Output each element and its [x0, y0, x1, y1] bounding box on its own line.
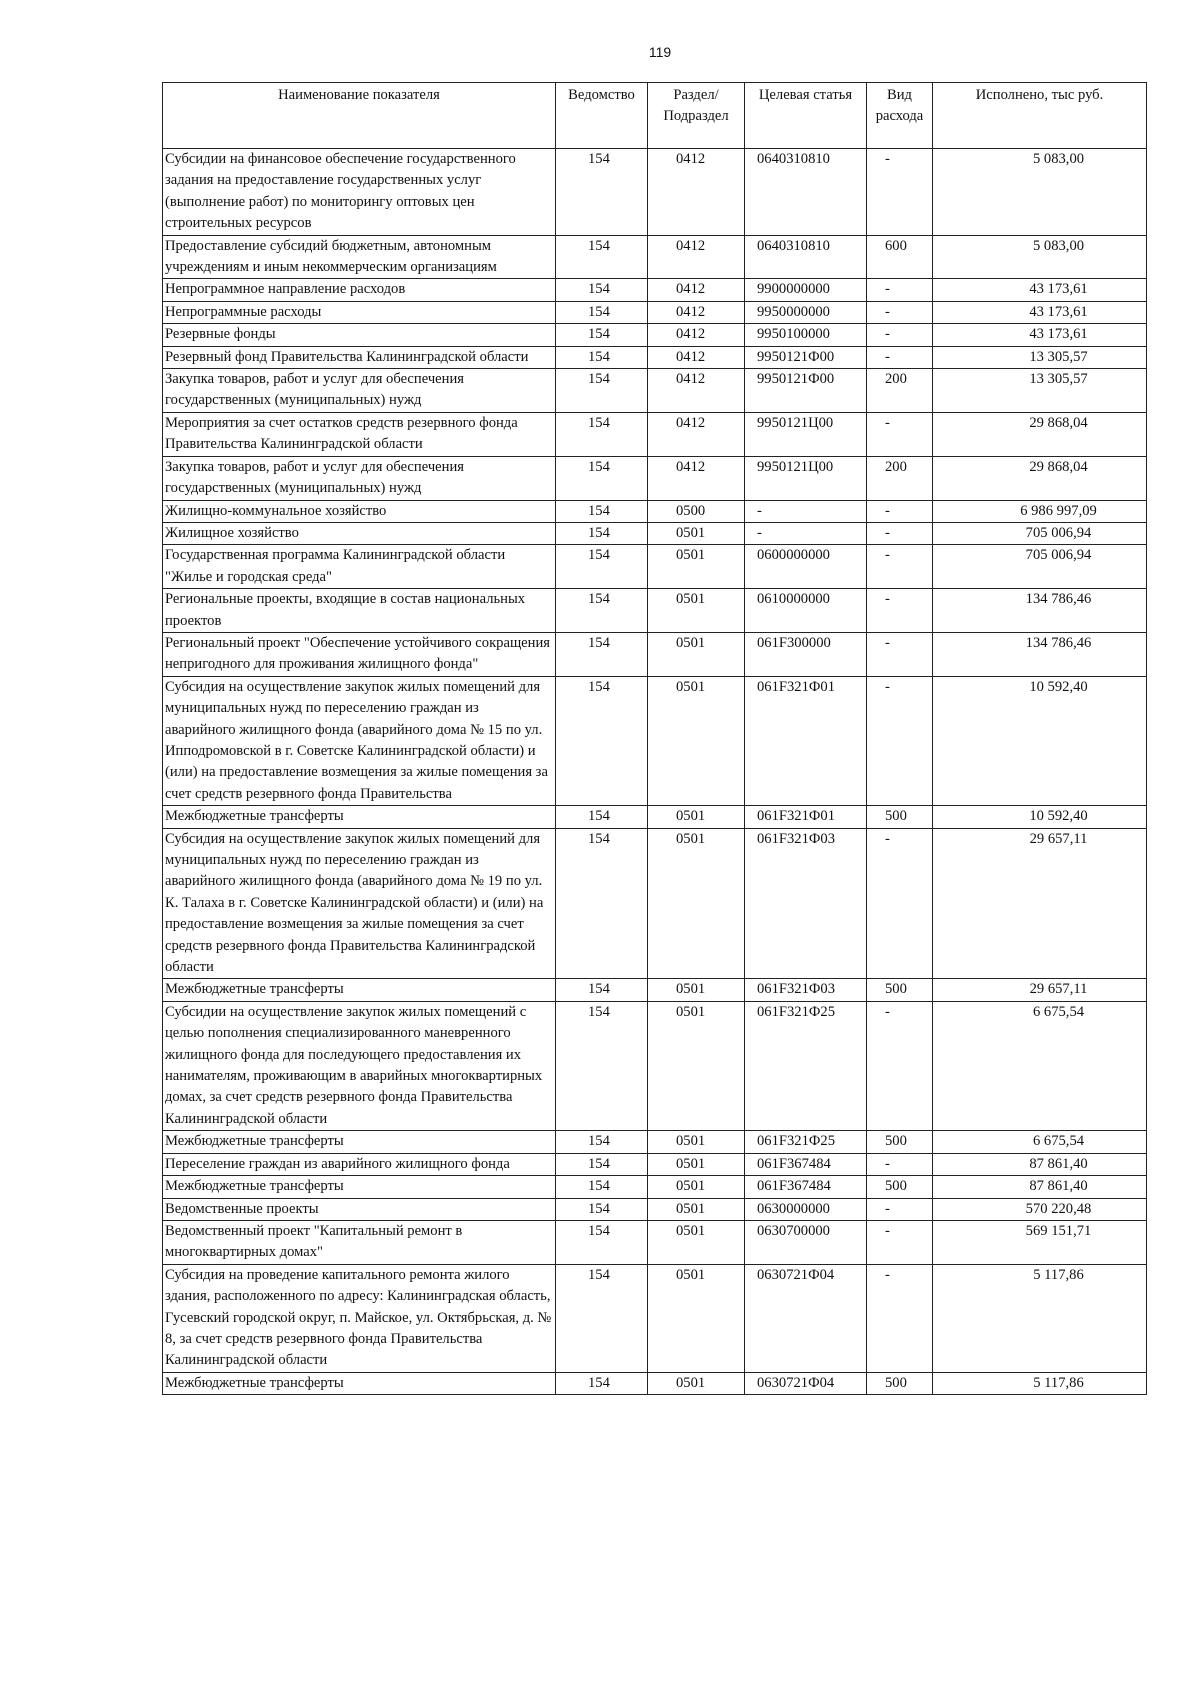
row-department-cell: 154 — [556, 522, 648, 544]
row-name-cell: Непрограммные расходы — [163, 301, 556, 323]
header-section: Раздел/ Подраздел — [648, 83, 745, 149]
row-name-cell: Субсидии на осуществление закупок жилых помещений с целью пополнения специализированного маневренного жилищного фонда для последующего предоставления их нанимателям, проживающим в аварийных многоквартирных домах, за счет средств резервного фонда Правительства Калининградской области — [163, 1001, 556, 1130]
row-expense-type-cell: 500 — [867, 979, 933, 1001]
row-name-cell: Субсидия на проведение капитального ремонта жилого здания, расположенного по адресу: Калининградская область, Гусевский городской округ, п. Майское, ул. Октябрьская, д. № 8, за счет средств резервного фонда Правительства Калининградской области — [163, 1264, 556, 1372]
row-name-cell: Закупка товаров, работ и услуг для обеспечения государственных (муниципальных) нужд — [163, 369, 556, 413]
row-department-cell: 154 — [556, 1264, 648, 1372]
table-row — [163, 456, 1147, 500]
row-target-cell: 9950100000 — [745, 324, 867, 346]
row-target-cell: 9950121Ф00 — [745, 369, 867, 413]
table-row — [163, 346, 1147, 368]
row-expense-type-cell: 600 — [867, 235, 933, 279]
row-section-cell: 0412 — [648, 301, 745, 323]
row-amount-cell: 5 083,00 — [933, 235, 1147, 279]
row-amount-cell: 6 986 997,09 — [933, 500, 1147, 522]
table-row — [163, 1220, 1147, 1264]
table-row — [163, 1131, 1147, 1153]
table-row — [163, 1372, 1147, 1394]
row-amount-cell: 5 117,86 — [933, 1372, 1147, 1394]
row-name-cell: Региональный проект "Обеспечение устойчивого сокращения непригодного для проживания жилищного фонда" — [163, 632, 556, 676]
row-target-cell: 061F321Ф01 — [745, 806, 867, 828]
row-target-cell: 061F321Ф03 — [745, 828, 867, 979]
row-section-cell: 0412 — [648, 235, 745, 279]
row-target-cell: - — [745, 500, 867, 522]
row-name-cell: Жилищное хозяйство — [163, 522, 556, 544]
row-expense-type-cell: - — [867, 301, 933, 323]
row-amount-cell: 134 786,46 — [933, 589, 1147, 633]
row-expense-type-cell: - — [867, 1153, 933, 1175]
page-number: 119 — [648, 44, 672, 60]
table-row — [163, 301, 1147, 323]
row-target-cell: 9900000000 — [745, 279, 867, 301]
row-name-cell: Ведомственные проекты — [163, 1198, 556, 1220]
row-amount-cell: 87 861,40 — [933, 1153, 1147, 1175]
row-department-cell: 154 — [556, 979, 648, 1001]
row-amount-cell: 43 173,61 — [933, 279, 1147, 301]
row-target-cell: 061F321Ф01 — [745, 676, 867, 805]
row-expense-type-cell: - — [867, 149, 933, 236]
table-row — [163, 1264, 1147, 1372]
row-name-cell: Переселение граждан из аварийного жилищного фонда — [163, 1153, 556, 1175]
row-amount-cell: 29 868,04 — [933, 456, 1147, 500]
table-body — [163, 149, 1147, 1395]
row-department-cell: 154 — [556, 279, 648, 301]
row-amount-cell: 43 173,61 — [933, 324, 1147, 346]
row-target-cell: 0630721Ф04 — [745, 1264, 867, 1372]
row-target-cell: 9950121Ц00 — [745, 412, 867, 456]
row-amount-cell: 13 305,57 — [933, 369, 1147, 413]
row-amount-cell: 134 786,46 — [933, 632, 1147, 676]
row-expense-type-cell: - — [867, 589, 933, 633]
table-row — [163, 806, 1147, 828]
row-department-cell: 154 — [556, 1220, 648, 1264]
row-section-cell: 0412 — [648, 412, 745, 456]
row-name-cell: Непрограммное направление расходов — [163, 279, 556, 301]
row-section-cell: 0501 — [648, 1264, 745, 1372]
row-section-cell: 0501 — [648, 1198, 745, 1220]
row-amount-cell: 29 657,11 — [933, 828, 1147, 979]
row-target-cell: 0630700000 — [745, 1220, 867, 1264]
row-name-cell: Государственная программа Калининградской области "Жилье и городская среда" — [163, 545, 556, 589]
row-department-cell: 154 — [556, 456, 648, 500]
header-department: Ведомство — [556, 83, 648, 149]
row-amount-cell: 29 657,11 — [933, 979, 1147, 1001]
row-section-cell: 0501 — [648, 676, 745, 805]
row-expense-type-cell: - — [867, 522, 933, 544]
table-row — [163, 279, 1147, 301]
row-department-cell: 154 — [556, 1176, 648, 1198]
header-indicator-name: Наименование показателя — [163, 83, 556, 149]
row-name-cell: Субсидия на осуществление закупок жилых помещений для муниципальных нужд по переселению граждан из аварийного жилищного фонда (аварийного дома № 19 по ул. К. Талаха в г. Советске Калининградской области) и (или) на предоставление возмещения за жилые помещения за счет средств резервного фонда Правительства Калининградской области — [163, 828, 556, 979]
row-department-cell: 154 — [556, 346, 648, 368]
row-target-cell: 0610000000 — [745, 589, 867, 633]
row-department-cell: 154 — [556, 589, 648, 633]
table-row — [163, 1001, 1147, 1130]
row-target-cell: 0600000000 — [745, 545, 867, 589]
header-target-item: Целевая статья — [745, 83, 867, 149]
row-target-cell: 061F321Ф25 — [745, 1001, 867, 1130]
row-section-cell: 0412 — [648, 346, 745, 368]
row-amount-cell: 705 006,94 — [933, 522, 1147, 544]
row-section-cell: 0501 — [648, 1372, 745, 1394]
row-expense-type-cell: - — [867, 412, 933, 456]
row-name-cell: Субсидии на финансовое обеспечение государственного задания на предоставление государственных услуг (выполнение работ) по мониторингу оптовых цен строительных ресурсов — [163, 149, 556, 236]
row-name-cell: Межбюджетные трансферты — [163, 1372, 556, 1394]
row-expense-type-cell: - — [867, 676, 933, 805]
row-expense-type-cell: - — [867, 324, 933, 346]
row-expense-type-cell: - — [867, 1001, 933, 1130]
row-name-cell: Межбюджетные трансферты — [163, 1176, 556, 1198]
row-department-cell: 154 — [556, 676, 648, 805]
row-target-cell: 061F321Ф25 — [745, 1131, 867, 1153]
table-row — [163, 500, 1147, 522]
row-expense-type-cell: 500 — [867, 1176, 933, 1198]
table-row — [163, 412, 1147, 456]
row-amount-cell: 705 006,94 — [933, 545, 1147, 589]
row-expense-type-cell: 500 — [867, 806, 933, 828]
row-department-cell: 154 — [556, 1372, 648, 1394]
row-section-cell: 0412 — [648, 149, 745, 236]
row-expense-type-cell: - — [867, 279, 933, 301]
row-department-cell: 154 — [556, 301, 648, 323]
row-target-cell: 9950121Ф00 — [745, 346, 867, 368]
table-row — [163, 324, 1147, 346]
row-name-cell: Закупка товаров, работ и услуг для обеспечения государственных (муниципальных) нужд — [163, 456, 556, 500]
row-expense-type-cell: 200 — [867, 369, 933, 413]
row-department-cell: 154 — [556, 1198, 648, 1220]
row-target-cell: - — [745, 522, 867, 544]
row-section-cell: 0501 — [648, 1220, 745, 1264]
row-name-cell: Межбюджетные трансферты — [163, 806, 556, 828]
row-department-cell: 154 — [556, 632, 648, 676]
row-expense-type-cell: 500 — [867, 1372, 933, 1394]
table-row — [163, 149, 1147, 236]
row-department-cell: 154 — [556, 806, 648, 828]
table-row — [163, 1176, 1147, 1198]
row-name-cell: Ведомственный проект "Капитальный ремонт в многоквартирных домах" — [163, 1220, 556, 1264]
row-section-cell: 0412 — [648, 456, 745, 500]
row-section-cell: 0501 — [648, 979, 745, 1001]
row-name-cell: Межбюджетные трансферты — [163, 979, 556, 1001]
row-department-cell: 154 — [556, 828, 648, 979]
row-section-cell: 0412 — [648, 324, 745, 346]
table-row — [163, 676, 1147, 805]
row-department-cell: 154 — [556, 369, 648, 413]
table-row — [163, 1153, 1147, 1175]
row-section-cell: 0501 — [648, 1176, 745, 1198]
row-section-cell: 0501 — [648, 632, 745, 676]
row-department-cell: 154 — [556, 412, 648, 456]
budget-table — [162, 82, 1147, 1395]
row-target-cell: 0630721Ф04 — [745, 1372, 867, 1394]
table-row — [163, 545, 1147, 589]
row-section-cell: 0501 — [648, 1153, 745, 1175]
row-expense-type-cell: - — [867, 1198, 933, 1220]
row-department-cell: 154 — [556, 1001, 648, 1130]
row-department-cell: 154 — [556, 545, 648, 589]
table-row — [163, 235, 1147, 279]
row-section-cell: 0412 — [648, 369, 745, 413]
row-amount-cell: 5 117,86 — [933, 1264, 1147, 1372]
row-expense-type-cell: 200 — [867, 456, 933, 500]
row-target-cell: 9950000000 — [745, 301, 867, 323]
row-section-cell: 0501 — [648, 522, 745, 544]
row-target-cell: 9950121Ц00 — [745, 456, 867, 500]
row-name-cell: Предоставление субсидий бюджетным, автономным учреждениям и иным некоммерческим организациям — [163, 235, 556, 279]
row-name-cell: Резервные фонды — [163, 324, 556, 346]
row-expense-type-cell: - — [867, 346, 933, 368]
row-target-cell: 061F321Ф03 — [745, 979, 867, 1001]
row-department-cell: 154 — [556, 149, 648, 236]
row-name-cell: Межбюджетные трансферты — [163, 1131, 556, 1153]
row-name-cell: Мероприятия за счет остатков средств резервного фонда Правительства Калининградской области — [163, 412, 556, 456]
row-amount-cell: 10 592,40 — [933, 676, 1147, 805]
row-section-cell: 0500 — [648, 500, 745, 522]
row-amount-cell: 29 868,04 — [933, 412, 1147, 456]
row-expense-type-cell: - — [867, 828, 933, 979]
row-target-cell: 0640310810 — [745, 149, 867, 236]
row-target-cell: 061F367484 — [745, 1176, 867, 1198]
table-row — [163, 1198, 1147, 1220]
row-department-cell: 154 — [556, 324, 648, 346]
row-expense-type-cell: - — [867, 1264, 933, 1372]
row-expense-type-cell: - — [867, 632, 933, 676]
row-target-cell: 061F300000 — [745, 632, 867, 676]
row-section-cell: 0501 — [648, 806, 745, 828]
row-department-cell: 154 — [556, 235, 648, 279]
table-row — [163, 589, 1147, 633]
row-amount-cell: 569 151,71 — [933, 1220, 1147, 1264]
row-name-cell: Жилищно-коммунальное хозяйство — [163, 500, 556, 522]
table-row — [163, 369, 1147, 413]
row-section-cell: 0501 — [648, 1131, 745, 1153]
row-target-cell: 0630000000 — [745, 1198, 867, 1220]
row-section-cell: 0501 — [648, 545, 745, 589]
header-expense-type: Вид расхода — [867, 83, 933, 149]
table-row — [163, 979, 1147, 1001]
row-name-cell: Региональные проекты, входящие в состав национальных проектов — [163, 589, 556, 633]
row-expense-type-cell: - — [867, 500, 933, 522]
row-amount-cell: 87 861,40 — [933, 1176, 1147, 1198]
table-row — [163, 522, 1147, 544]
row-amount-cell: 570 220,48 — [933, 1198, 1147, 1220]
row-department-cell: 154 — [556, 500, 648, 522]
row-section-cell: 0501 — [648, 828, 745, 979]
row-name-cell: Резервный фонд Правительства Калининградской области — [163, 346, 556, 368]
row-expense-type-cell: - — [867, 1220, 933, 1264]
row-amount-cell: 13 305,57 — [933, 346, 1147, 368]
row-target-cell: 061F367484 — [745, 1153, 867, 1175]
row-expense-type-cell: - — [867, 545, 933, 589]
row-amount-cell: 10 592,40 — [933, 806, 1147, 828]
row-name-cell: Субсидия на осуществление закупок жилых помещений для муниципальных нужд по переселению граждан из аварийного жилищного фонда (аварийного дома № 15 по ул. Ипподромовской в г. Советске Калининградской области) и (или) на предоставление возмещения за жилые помещения за счет средств резервного фонда Правительства — [163, 676, 556, 805]
row-department-cell: 154 — [556, 1153, 648, 1175]
row-expense-type-cell: 500 — [867, 1131, 933, 1153]
row-department-cell: 154 — [556, 1131, 648, 1153]
row-amount-cell: 5 083,00 — [933, 149, 1147, 236]
row-amount-cell: 6 675,54 — [933, 1001, 1147, 1130]
row-section-cell: 0501 — [648, 589, 745, 633]
table-row — [163, 828, 1147, 979]
row-amount-cell: 6 675,54 — [933, 1131, 1147, 1153]
row-section-cell: 0412 — [648, 279, 745, 301]
table-row — [163, 632, 1147, 676]
row-amount-cell: 43 173,61 — [933, 301, 1147, 323]
header-executed-amount: Исполнено, тыс руб. — [933, 83, 1147, 149]
row-target-cell: 0640310810 — [745, 235, 867, 279]
row-section-cell: 0501 — [648, 1001, 745, 1130]
header-row — [163, 83, 1147, 149]
table-header — [163, 83, 1147, 149]
